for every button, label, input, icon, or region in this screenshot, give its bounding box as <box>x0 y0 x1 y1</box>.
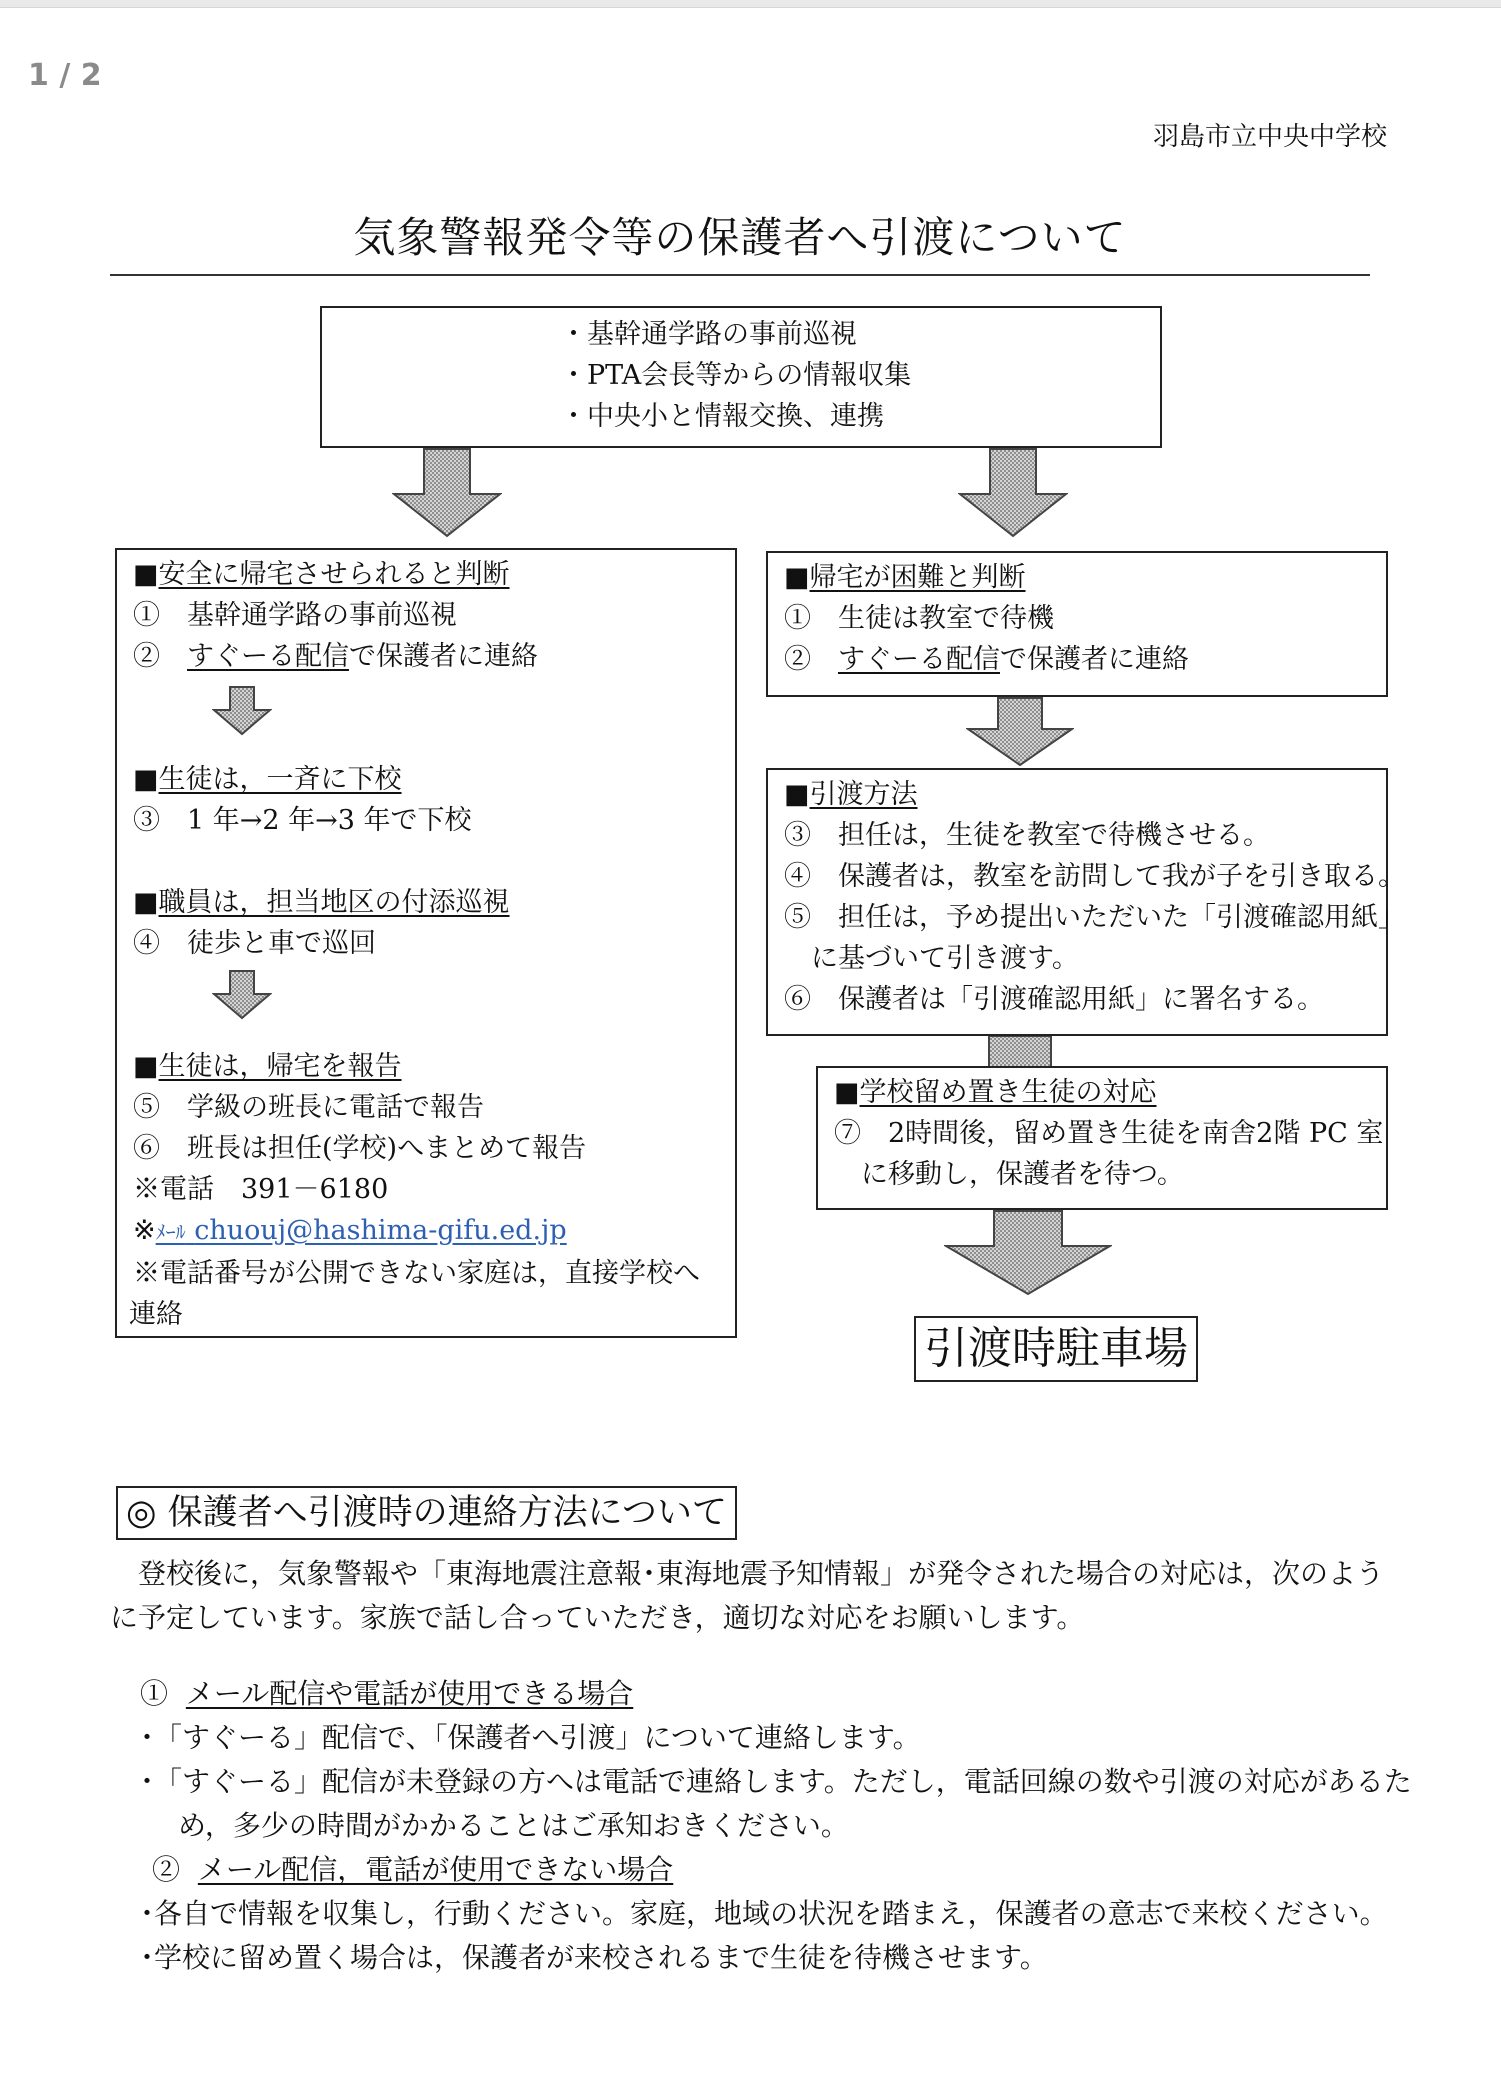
case1-line: ･「すぐーる」配信で、「保護者へ引渡」について連絡します。 <box>140 1721 921 1754</box>
handover-method-box <box>766 768 1405 1036</box>
case2-line: ･学校に留め置く場合は，保護者が来校されるまで生徒を待機させます。 <box>140 1941 1048 1974</box>
viewer-top-bar <box>0 0 1501 8</box>
email-line: ※ﾒｰﾙ chuouj@hashima-gifu.ed.jp <box>133 1215 567 1246</box>
case1-heading: ① メール配信や電話が使用できる場合 <box>140 1677 634 1710</box>
section-heading-detained-students: ■学校留め置き生徒の対応 <box>834 1077 1157 1108</box>
flow-item: ① 生徒は教室で待機 <box>784 603 1054 634</box>
case2-heading: ② メール配信，電話が使用できない場合 <box>152 1853 674 1886</box>
contact-intro-line: に予定しています。家族で話し合っていただき，適切な対応をお願いします。 <box>110 1601 1085 1634</box>
handover-parking-label: 引渡時駐車場 <box>914 1316 1198 1382</box>
flow-item: ⑤ 学級の班長に電話で報告 <box>133 1092 484 1123</box>
safe-return-flow-box <box>115 548 737 1338</box>
flow-item: ④ 徒歩と車で巡回 <box>133 928 376 959</box>
prep-item: ・中央小と情報交換、連携 <box>560 401 884 432</box>
down-arrow-destination <box>944 1210 1112 1296</box>
mail-label[interactable]: ﾒｰﾙ <box>155 1220 186 1244</box>
flow-item: ① 基幹通学路の事前巡視 <box>133 600 457 631</box>
flow-item: に移動し，保護者を待つ。 <box>834 1159 1184 1190</box>
square-mark: ■ <box>133 559 159 590</box>
case1-line: め，多少の時間がかかることはご承知おきください。 <box>150 1809 849 1842</box>
case2-line: ･各自で情報を収集し，行動ください。家庭，地域の状況を踏まえ，保護者の意志で来校ください。 <box>140 1897 1388 1930</box>
contact-section-heading: ◎ 保護者へ引渡時の連絡方法について <box>116 1486 737 1540</box>
detained-students-box <box>816 1066 1388 1210</box>
square-mark: ■ <box>834 1077 860 1108</box>
small-down-arrow <box>212 686 272 736</box>
square-mark: ■ <box>133 1051 159 1082</box>
flow-item: ② すぐーる配信で保護者に連絡 <box>784 644 1189 675</box>
flow-item: ② すぐーる配信で保護者に連絡 <box>133 641 538 672</box>
flow-item: ⑥ 保護者は「引渡確認用紙」に署名する。 <box>784 984 1324 1015</box>
page-indicator: 1 / 2 <box>28 58 102 93</box>
prep-item: ・PTA会長等からの情報収集 <box>560 360 912 391</box>
prep-item: ・基幹通学路の事前巡視 <box>560 319 857 350</box>
title-divider <box>110 274 1370 276</box>
section-heading-staff-patrol: ■職員は，担当地区の付添巡視 <box>133 887 510 918</box>
preparation-box <box>320 306 1162 448</box>
note-line: 連絡 <box>129 1299 183 1330</box>
phone-number: ※電話 391－6180 <box>133 1174 389 1205</box>
flow-item: ③ 1 年→2 年→3 年で下校 <box>133 805 472 836</box>
section-heading-dismissal: ■生徒は，一斉に下校 <box>133 764 402 795</box>
school-name: 羽島市立中央中学校 <box>1152 122 1387 152</box>
flow-item: ⑦ 2時間後，留め置き生徒を南舎2階 PC 室 <box>834 1118 1384 1149</box>
square-mark: ■ <box>133 887 159 918</box>
down-arrow-right <box>958 448 1068 538</box>
page-title: 気象警報発令等の保護者へ引渡について <box>353 213 1127 262</box>
section-heading-difficult-return: ■帰宅が困難と判断 <box>784 562 1026 593</box>
small-down-arrow <box>212 970 272 1020</box>
case1-line: ･「すぐーる」配信が未登録の方へは電話で連絡します。ただし，電話回線の数や引渡の対応があるた <box>140 1765 1412 1798</box>
flow-item: ⑤ 担任は，予め提出いただいた「引渡確認用紙」 <box>784 902 1405 933</box>
sugooru-link-text: すぐーる配信 <box>838 644 1000 675</box>
down-arrow-left <box>392 448 502 538</box>
flow-item: ④ 保護者は，教室を訪問して我が子を引き取る。 <box>784 861 1405 892</box>
contact-intro-line: 登校後に，気象警報や「東海地震注意報･東海地震予知情報」が発令された場合の対応は，次のよう <box>110 1557 1385 1590</box>
email-link[interactable]: chuouj@hashima-gifu.ed.jp <box>194 1215 567 1246</box>
flow-item: ⑥ 班長は担任(学校)へまとめて報告 <box>133 1133 587 1164</box>
section-heading-report: ■生徒は，帰宅を報告 <box>133 1051 402 1082</box>
square-mark: ■ <box>133 764 159 795</box>
difficult-return-box <box>766 551 1388 697</box>
flow-item: に基づいて引き渡す。 <box>784 943 1079 974</box>
down-arrow-right-2 <box>966 697 1074 767</box>
square-mark: ■ <box>784 779 810 810</box>
flow-item: ③ 担任は，生徒を教室で待機させる。 <box>784 820 1270 851</box>
square-mark: ■ <box>784 562 810 593</box>
section-heading-safe-return: ■安全に帰宅させられると判断 <box>133 559 510 590</box>
sugooru-link-text: すぐーる配信 <box>187 641 349 672</box>
connector-bar <box>988 1036 1052 1068</box>
note-line: ※電話番号が公開できない家庭は，直接学校へ <box>133 1258 700 1289</box>
section-heading-handover-method: ■引渡方法 <box>784 779 918 810</box>
